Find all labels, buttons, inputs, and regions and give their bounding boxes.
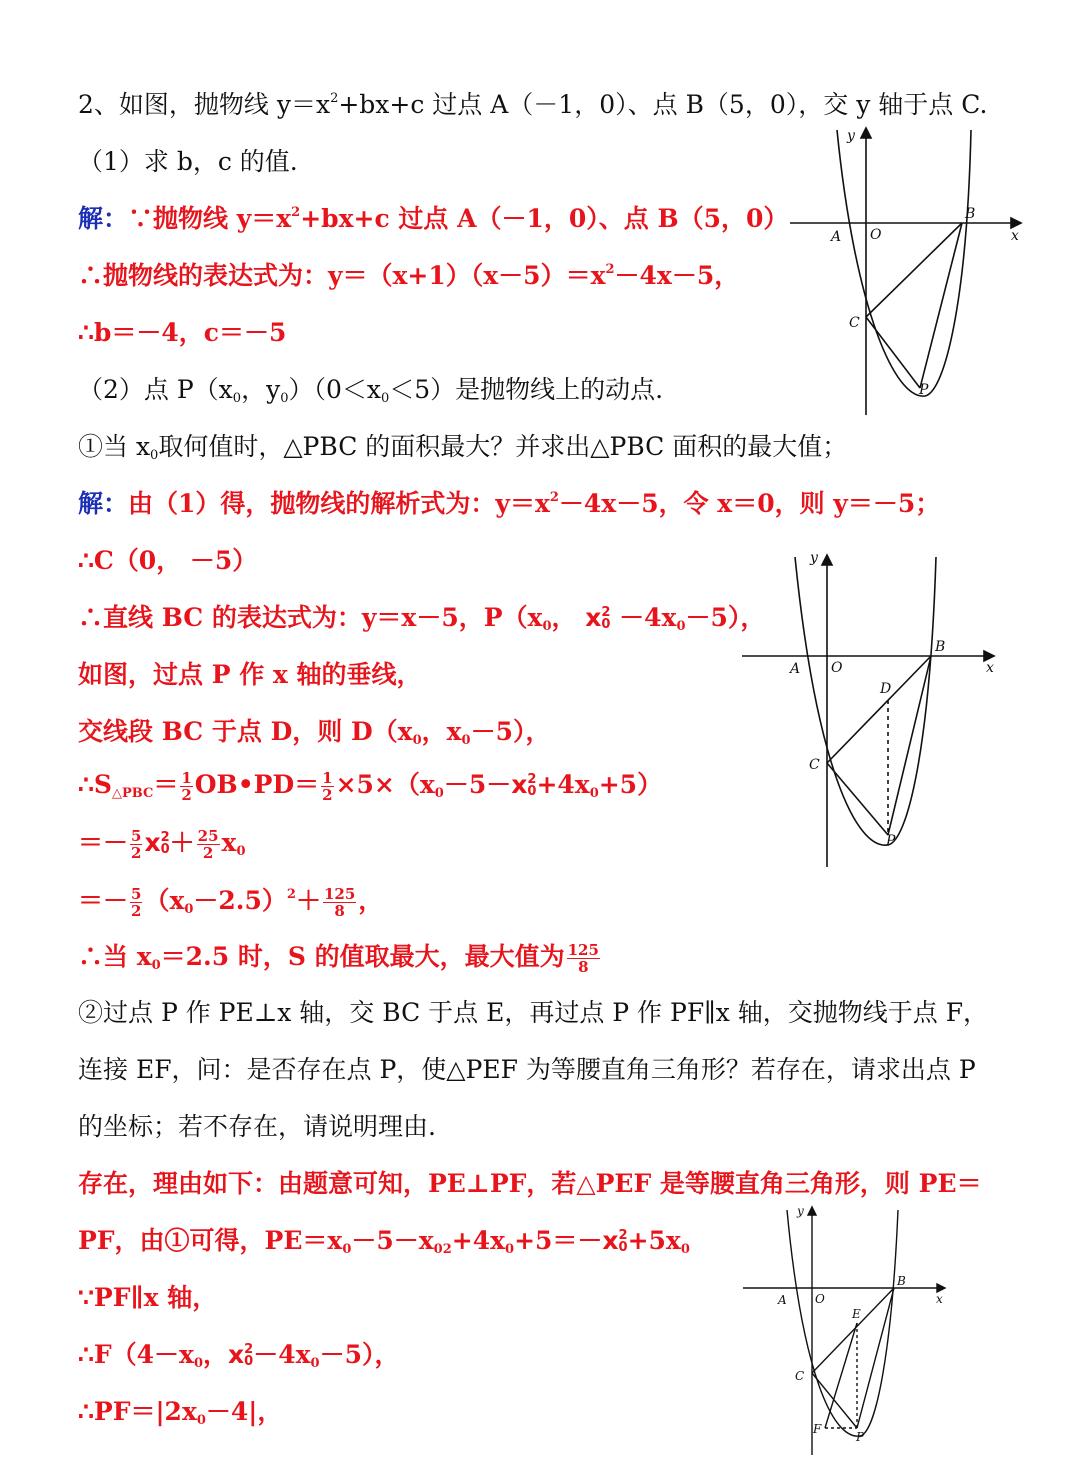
- solution-text: ∴当 x: [78, 942, 152, 971]
- fraction-max: [567, 942, 600, 975]
- solution-text: ＝－: [78, 828, 129, 857]
- subscript: 0: [280, 391, 289, 406]
- label-c: C: [795, 1369, 805, 1383]
- label-d: D: [880, 681, 892, 697]
- subscript: 0: [196, 1413, 206, 1428]
- fraction-half: [180, 770, 192, 803]
- denominator: 8: [334, 902, 345, 920]
- solution-text: （x: [144, 886, 185, 915]
- label-p: P: [856, 1430, 865, 1444]
- solution-text: PF，由①可得，PE＝x: [78, 1226, 343, 1255]
- question-text: ，y: [241, 375, 281, 404]
- solution-text: +5＝－: [514, 1226, 603, 1255]
- numerator: 1: [181, 769, 192, 787]
- label-c: C: [809, 757, 820, 773]
- sup: 2: [618, 1228, 628, 1243]
- parabola-curve: [787, 1210, 898, 1436]
- label-p: P: [886, 833, 896, 849]
- solution-1-line-1: [78, 202, 788, 236]
- label-a: A: [831, 229, 842, 245]
- exponent: 2: [549, 490, 559, 505]
- question-text: （2）点 P（x: [78, 375, 233, 404]
- solution-1-line-2: [78, 259, 739, 293]
- question-2: [78, 373, 663, 407]
- solution-1-line-3: ∴b＝－4，c＝－5: [78, 318, 287, 347]
- solution-text: ，x: [421, 717, 462, 746]
- math-base: x: [585, 603, 602, 632]
- question-2-2-line-1: ②过点 P 作 PE⊥x 轴，交 BC 于点 E，再过点 P 作 PF∥x 轴，交抛物线于点 F，: [78, 998, 989, 1027]
- problem-statement: [78, 88, 987, 122]
- x0-squared: [144, 828, 169, 857]
- supsub: [619, 1230, 628, 1254]
- numerator: 125: [323, 885, 356, 903]
- solution-2-line-8: [78, 884, 383, 919]
- solution-text: －4|，: [205, 1397, 283, 1426]
- denominator: 2: [131, 902, 142, 920]
- solution-text: －2.5）: [193, 886, 287, 915]
- numerator: 1: [322, 769, 333, 787]
- solution-2-line-6: [78, 768, 662, 803]
- label-b: B: [897, 1274, 906, 1288]
- denominator: 2: [202, 844, 214, 862]
- fraction-five-halves: [130, 828, 142, 861]
- question-2-2-line-3: 的坐标；若不存在，请说明理由.: [78, 1112, 436, 1141]
- numerator: 5: [131, 885, 142, 903]
- solution-text: ＋: [169, 828, 195, 857]
- solution-text: +4x: [536, 770, 590, 799]
- solution-text: ＝: [153, 770, 179, 799]
- subscript: 0: [193, 1356, 204, 1371]
- solution-label: 解：: [78, 489, 129, 518]
- x-axis-arrow: [937, 1284, 945, 1292]
- solution-2-line-7: [78, 826, 245, 861]
- solution-2-line-4: 如图，过点 P 作 x 轴的垂线，: [78, 660, 422, 689]
- label-a: A: [790, 661, 801, 677]
- parabola-curve: [795, 557, 936, 845]
- subscript: 0: [184, 902, 194, 917]
- solution-text: +5x: [627, 1226, 681, 1255]
- label-y: y: [847, 128, 855, 144]
- subscript: 0: [232, 391, 242, 406]
- solution-text: OB•PD＝: [194, 770, 320, 799]
- solution-text: ＋: [295, 886, 321, 915]
- denominator: 2: [181, 786, 192, 804]
- solution-text: －4x: [253, 1340, 311, 1369]
- math-base: x: [144, 828, 161, 857]
- x-axis-arrow: [1011, 218, 1021, 228]
- supsub: [601, 607, 610, 631]
- question-1: （1）求 b，c 的值.: [78, 147, 298, 176]
- solution-text: ∴PF＝|2x: [78, 1397, 197, 1426]
- math-base: x: [511, 770, 528, 799]
- solution-text: ＝－: [78, 886, 129, 915]
- solution-text: ，: [358, 886, 384, 915]
- sub: 0: [160, 842, 170, 857]
- question-text: ）（0＜x: [288, 375, 381, 404]
- parabola-graph-1: [785, 120, 1035, 420]
- problem-text: +bx+c 过点 A（－1，0）、点 B（5，0），交 y 轴于点 C.: [338, 90, 988, 119]
- subscript: 0: [461, 733, 471, 748]
- sub: 0: [527, 784, 537, 799]
- solution-3-line-4: [78, 1338, 399, 1372]
- subscript: 0: [589, 786, 599, 801]
- subscript: △PBC: [111, 786, 154, 801]
- solution-3-line-3: ∵PF∥x 轴，: [78, 1283, 218, 1312]
- solution-text: ，: [551, 603, 577, 632]
- numerator: 125: [567, 941, 599, 959]
- label-a: A: [778, 1293, 787, 1307]
- parabola-graph-3: [740, 1200, 960, 1460]
- label-p: P: [919, 382, 929, 398]
- solution-3-line-1: 存在，理由如下：由题意可知，PE⊥PF，若△PEF 是等腰直角三角形，则 PE＝: [78, 1169, 982, 1198]
- sub: 0: [601, 617, 611, 632]
- sup: 2: [160, 830, 170, 845]
- x0-squared: [602, 1226, 627, 1255]
- segment-pb: [920, 223, 962, 388]
- sup: 2: [244, 1342, 254, 1357]
- label-x: x: [986, 660, 994, 676]
- label-x: x: [1011, 228, 1019, 244]
- label-b: B: [965, 206, 976, 222]
- solution-label: 解：: [78, 204, 129, 233]
- subscript: 0: [310, 1356, 320, 1371]
- math-base: x: [228, 1340, 245, 1369]
- solution-text: ∴S: [78, 770, 112, 799]
- segment-ef: [825, 1323, 857, 1428]
- solution-text: －4x－5，令 x＝0，则 y＝－5；: [558, 489, 941, 518]
- subscript: 0: [150, 448, 159, 463]
- subscript: 02: [433, 1242, 452, 1257]
- solution-text: ∴直线 BC 的表达式为：y＝x－5，P（x: [78, 603, 543, 632]
- question-2-1: [78, 430, 847, 464]
- solution-2-line-9: [78, 940, 602, 975]
- solution-2-line-2: ∴C（0， －5）: [78, 546, 258, 575]
- math-base: x: [602, 1226, 619, 1255]
- problem-text: 2、如图，抛物线 y＝x: [78, 90, 331, 119]
- exponent: 2: [291, 205, 301, 220]
- x0-squared: [585, 603, 610, 632]
- solution-3-line-5: [78, 1395, 282, 1429]
- question-text: ①当 x: [78, 432, 151, 461]
- fraction-five-halves: [130, 886, 142, 919]
- subscript: 0: [680, 1242, 690, 1257]
- sub: 0: [618, 1240, 628, 1255]
- solution-text: －5－: [443, 770, 512, 799]
- solution-2-line-3: [78, 601, 765, 635]
- fraction-max: [323, 886, 356, 919]
- solution-3-line-2: [78, 1224, 690, 1258]
- exponent: 2: [605, 262, 615, 277]
- solution-text: －5），: [685, 603, 766, 632]
- solution-text: +5）: [598, 770, 663, 799]
- sup: 2: [527, 772, 537, 787]
- supsub: [244, 1344, 253, 1368]
- subscript: 0: [151, 958, 161, 973]
- solution-2-line-1: [78, 487, 940, 521]
- solution-text: +bx+c 过点 A（－1，0）、点 B（5，0）: [300, 204, 789, 233]
- solution-text: ，: [203, 1340, 229, 1369]
- solution-text: ＝2.5 时，S 的值取最大，最大值为: [160, 942, 565, 971]
- y-axis-arrow: [861, 128, 871, 138]
- solution-text: －5－x: [351, 1226, 434, 1255]
- sub: 0: [244, 1354, 254, 1369]
- label-y: y: [810, 550, 818, 566]
- parabola-graph-2: [738, 545, 1008, 875]
- solution-2-line-5: [78, 715, 550, 749]
- solution-text: －5），: [470, 717, 551, 746]
- subscript: 0: [676, 619, 686, 634]
- solution-text: 由（1）得，抛物线的解析式为：y＝x: [128, 489, 550, 518]
- label-x: x: [936, 1292, 943, 1306]
- label-f: F: [813, 1422, 822, 1436]
- y-axis-arrow: [822, 555, 832, 565]
- solution-text: －5），: [319, 1340, 400, 1369]
- numerator: 25: [197, 827, 219, 845]
- denominator: 2: [322, 786, 333, 804]
- label-c: C: [849, 315, 860, 331]
- sup: 2: [601, 605, 611, 620]
- fraction-twentyfive-halves: [197, 828, 220, 861]
- segment-bc: [827, 656, 931, 763]
- solution-text: ×5×（x: [335, 770, 435, 799]
- label-o: O: [815, 1292, 825, 1306]
- solution-text: x: [221, 828, 237, 857]
- exponent: 2: [330, 91, 339, 106]
- solution-text: ∵抛物线 y＝x: [128, 204, 292, 233]
- solution-text: －4x－5，: [614, 261, 740, 290]
- supsub: [161, 832, 170, 856]
- subscript: 0: [505, 1242, 515, 1257]
- subscript: 0: [236, 844, 246, 859]
- subscript: 0: [342, 1242, 352, 1257]
- label-o: O: [831, 660, 843, 676]
- label-e: E: [852, 1307, 861, 1321]
- subscript: 0: [412, 733, 422, 748]
- solution-text: ∴F（4－x: [78, 1340, 194, 1369]
- parabola-curve: [837, 130, 971, 396]
- denominator: 2: [131, 844, 142, 862]
- solution-text: +4x: [451, 1226, 506, 1255]
- question-text: 取何值时，△PBC 的面积最大？并求出△PBC 面积的最大值；: [158, 432, 848, 461]
- subscript: 0: [380, 391, 390, 406]
- denominator: 8: [578, 958, 589, 976]
- subscript: 0: [542, 619, 552, 634]
- solution-text: 交线段 BC 于点 D，则 D（x: [78, 717, 413, 746]
- solution-text: ∴抛物线的表达式为：y＝（x+1）（x－5）＝x: [78, 261, 606, 290]
- label-o: O: [870, 227, 882, 243]
- x0-squared: [228, 1340, 253, 1369]
- label-b: B: [935, 639, 946, 655]
- label-y: y: [797, 1204, 804, 1218]
- question-2-2-line-2: 连接 EF，问：是否存在点 P，使△PEF 为等腰直角三角形？若存在，请求出点 P: [78, 1055, 976, 1084]
- x0-squared: [511, 770, 536, 799]
- exponent: 2: [286, 887, 296, 902]
- solution-text: －4x: [619, 603, 677, 632]
- subscript: 0: [434, 786, 444, 801]
- numerator: 5: [131, 827, 142, 845]
- segment-cp: [866, 317, 920, 388]
- fraction-half: [321, 770, 333, 803]
- y-axis-arrow: [808, 1207, 816, 1215]
- question-text: ＜5）是抛物线上的动点.: [389, 375, 664, 404]
